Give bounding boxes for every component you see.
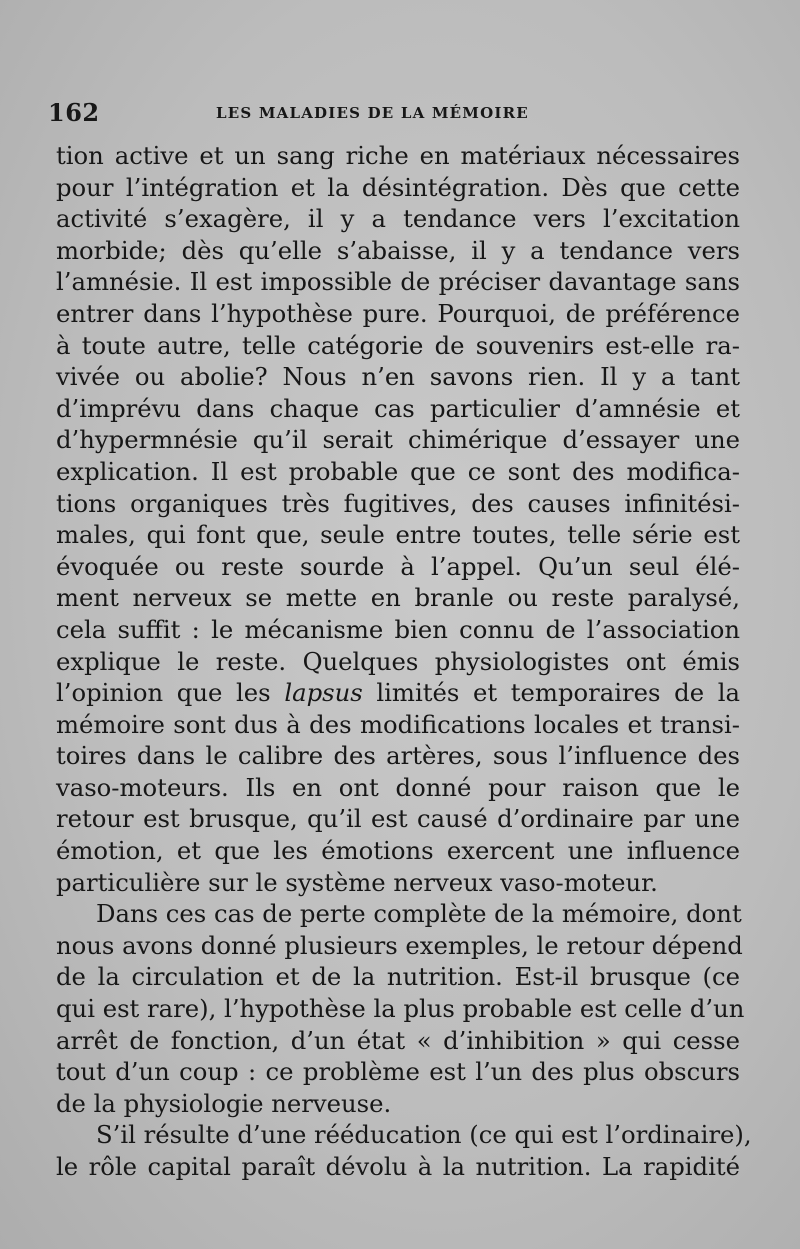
- body-text: [56, 140, 752, 1183]
- text-line: retour est brusque, qu’il est causé d’ordinaire par une: [56, 804, 740, 834]
- text-line: explication. Il est probable que ce sont des modifica-: [56, 456, 740, 486]
- page-number: 162: [48, 98, 100, 127]
- text-line: de la circulation et de la nutrition. Est-il brusque (ce: [56, 962, 740, 992]
- text-fragment: l’opinion que les: [56, 678, 271, 708]
- text-line: mémoire sont dus à des modifications locales et transi-: [56, 709, 740, 739]
- text-line: qui est rare), l’hypothèse la plus probable est celle d’un: [56, 994, 745, 1024]
- text-line: cela suffit : le mécanisme bien connu de l’association: [56, 614, 740, 644]
- text-line: évoquée ou reste sourde à l’appel. Qu’un seul élé-: [56, 551, 740, 581]
- text-line: pour l’intégration et la désintégration. Dès que cette: [56, 172, 740, 202]
- page-header: [48, 98, 768, 134]
- text-line: l’amnésie. Il est impossible de préciser davantage sans: [56, 267, 740, 297]
- text-line: explique le reste. Quelques physiologistes ont émis: [56, 646, 740, 676]
- text-line: males, qui font que, seule entre toutes, telle série est: [56, 520, 740, 550]
- text-line: morbide; dès qu’elle s’abaisse, il y a tendance vers: [56, 235, 740, 265]
- paragraph-first-line: S’il résulte d’une rééducation (ce qui est l’ordinaire),: [96, 1120, 752, 1150]
- paragraph-first-line: Dans ces cas de perte complète de la mémoire, dont: [96, 899, 742, 929]
- text-line: tout d’un coup : ce problème est l’un des plus obscurs: [56, 1057, 740, 1087]
- paragraph-last-line: de la physiologie nerveuse.: [56, 1088, 392, 1118]
- text-line: toires dans le calibre des artères, sous l’influence des: [56, 741, 740, 771]
- text-line: tions organiques très fugitives, des causes infinitési-: [56, 488, 740, 518]
- text-line: à toute autre, telle catégorie de souvenirs est-elle ra-: [56, 330, 740, 360]
- text-line-with-italic: [56, 677, 740, 709]
- text-line: nous avons donné plusieurs exemples, le retour dépend: [56, 930, 743, 960]
- text-line: entrer dans l’hypothèse pure. Pourquoi, de préférence: [56, 298, 740, 328]
- italic-term: lapsus: [284, 678, 363, 708]
- text-line: vivée ou abolie? Nous n’en savons rien. Il y a tant: [56, 362, 740, 392]
- text-line: activité s’exagère, il y a tendance vers l’excitation: [56, 204, 740, 234]
- text-line: ment nerveux se mette en branle ou reste paralysé,: [56, 583, 740, 613]
- text-line: d’imprévu dans chaque cas particulier d’amnésie et: [56, 393, 740, 423]
- text-line: vaso-moteurs. Ils en ont donné pour raison que le: [56, 772, 740, 802]
- text-fragment: limités et temporaires de la: [376, 678, 740, 708]
- text-line: tion active et un sang riche en matériaux nécessaires: [56, 141, 740, 170]
- text-line: le rôle capital paraît dévolu à la nutrition. La rapidité: [56, 1152, 740, 1181]
- text-line: d’hypermnésie qu’il serait chimérique d’essayer une: [56, 425, 740, 455]
- paragraph-last-line: particulière sur le système nerveux vaso-moteur.: [56, 867, 658, 897]
- text-line: émotion, et que les émotions exercent une influence: [56, 836, 740, 866]
- text-line: arrêt de fonction, d’un état « d’inhibition » qui cesse: [56, 1025, 740, 1055]
- running-title: LES MALADIES DE LA MÉMOIRE: [216, 104, 529, 122]
